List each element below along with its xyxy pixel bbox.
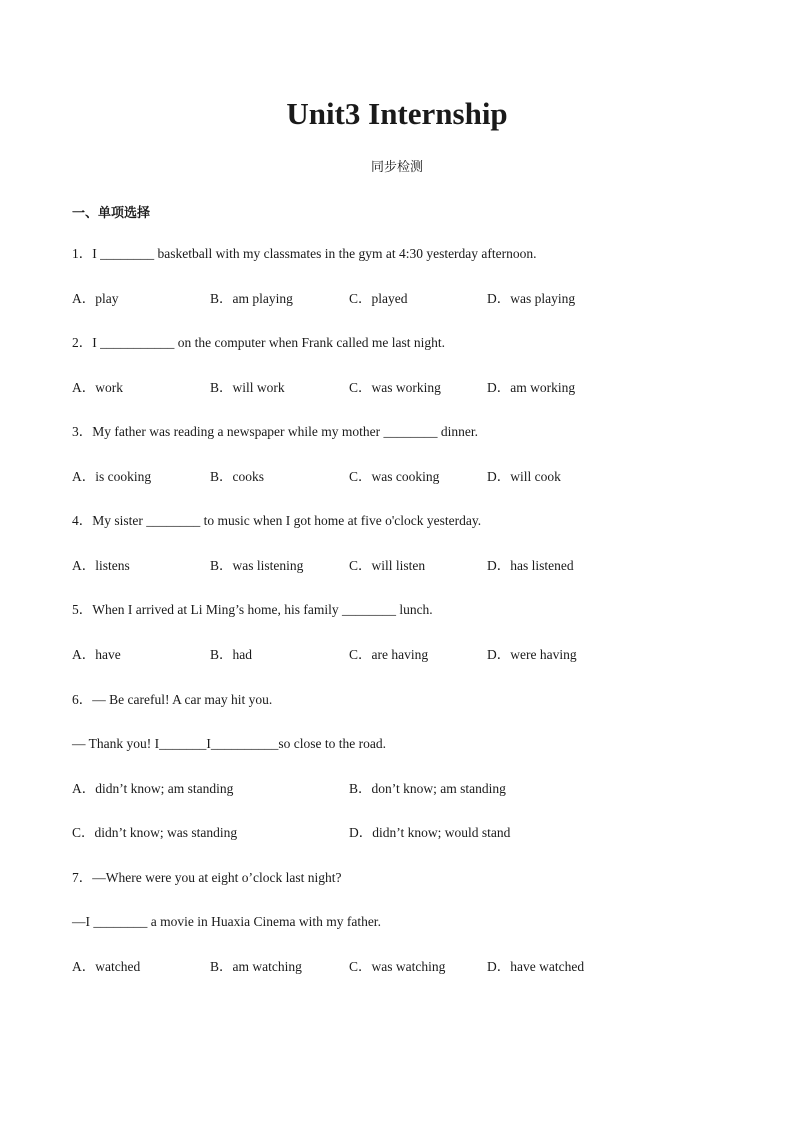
question-1-stem: 1．I ________ basketball with my classmates in the gym at 4:30 yesterday afternoon. xyxy=(72,246,537,261)
question-2-stem: 2．I ___________ on the computer when Frank called me last night. xyxy=(72,335,446,350)
q6-option-b[interactable]: B．don’t know; am standing xyxy=(349,781,506,796)
q1-option-d[interactable]: D．was playing xyxy=(487,291,576,306)
q3-option-a[interactable]: A．is cooking xyxy=(72,469,152,484)
question-6-options-row2 xyxy=(72,824,732,842)
document-title: Unit3 Internship xyxy=(286,96,508,131)
q2-option-c[interactable]: C．was working xyxy=(349,380,441,395)
question-6-stem: 6．— Be careful! A car may hit you. xyxy=(72,692,273,707)
question-4-stem: 4．My sister ________ to music when I got home at five o'clock yesterday. xyxy=(72,513,482,528)
q5-option-c[interactable]: C．are having xyxy=(349,647,429,662)
question-7-reply: —I ________ a movie in Huaxia Cinema with my father. xyxy=(72,914,381,929)
q3-option-b[interactable]: B．cooks xyxy=(210,469,264,484)
q1-option-c[interactable]: C．played xyxy=(349,291,408,306)
question-6-reply: — Thank you! I_______I__________so close to the road. xyxy=(72,736,386,751)
question-3-options xyxy=(72,468,732,486)
q3-option-d[interactable]: D．will cook xyxy=(487,469,561,484)
question-3-stem: 3．My father was reading a newspaper while my mother ________ dinner. xyxy=(72,424,479,439)
question-6-options-row1 xyxy=(72,780,732,798)
question-2-options xyxy=(72,379,732,397)
q4-option-c[interactable]: C．will listen xyxy=(349,558,426,573)
q4-option-d[interactable]: D．has listened xyxy=(487,558,574,573)
q4-option-a[interactable]: A．listens xyxy=(72,558,130,573)
q2-option-d[interactable]: D．am working xyxy=(487,380,576,395)
question-1-options xyxy=(72,290,732,308)
question-4-options xyxy=(72,557,732,575)
q6-option-c[interactable]: C．didn’t know; was standing xyxy=(72,825,238,840)
q7-option-b[interactable]: B．am watching xyxy=(210,959,302,974)
question-5-stem: 5．When I arrived at Li Ming’s home, his family ________ lunch. xyxy=(72,602,433,617)
q6-option-d[interactable]: D．didn’t know; would stand xyxy=(349,825,511,840)
document-subtitle: 同步检测 xyxy=(370,160,423,175)
q5-option-a[interactable]: A．have xyxy=(72,647,121,662)
q6-option-a[interactable]: A．didn’t know; am standing xyxy=(72,781,234,796)
q1-option-a[interactable]: A．play xyxy=(72,291,119,306)
q3-option-c[interactable]: C．was cooking xyxy=(349,469,440,484)
q7-option-a[interactable]: A．watched xyxy=(72,959,141,974)
question-7-stem: 7．—Where were you at eight o’clock last night? xyxy=(72,870,342,885)
q2-option-b[interactable]: B．will work xyxy=(210,380,285,395)
q7-option-c[interactable]: C．was watching xyxy=(349,959,446,974)
q5-option-d[interactable]: D．were having xyxy=(487,647,577,662)
q4-option-b[interactable]: B．was listening xyxy=(210,558,304,573)
q7-option-d[interactable]: D．have watched xyxy=(487,959,585,974)
q5-option-b[interactable]: B．had xyxy=(210,647,252,662)
question-5-options xyxy=(72,646,732,664)
q2-option-a[interactable]: A．work xyxy=(72,380,123,395)
q1-option-b[interactable]: B．am playing xyxy=(210,291,293,306)
section-heading: 一、单项选择 xyxy=(72,206,151,221)
question-7-options xyxy=(72,958,732,976)
